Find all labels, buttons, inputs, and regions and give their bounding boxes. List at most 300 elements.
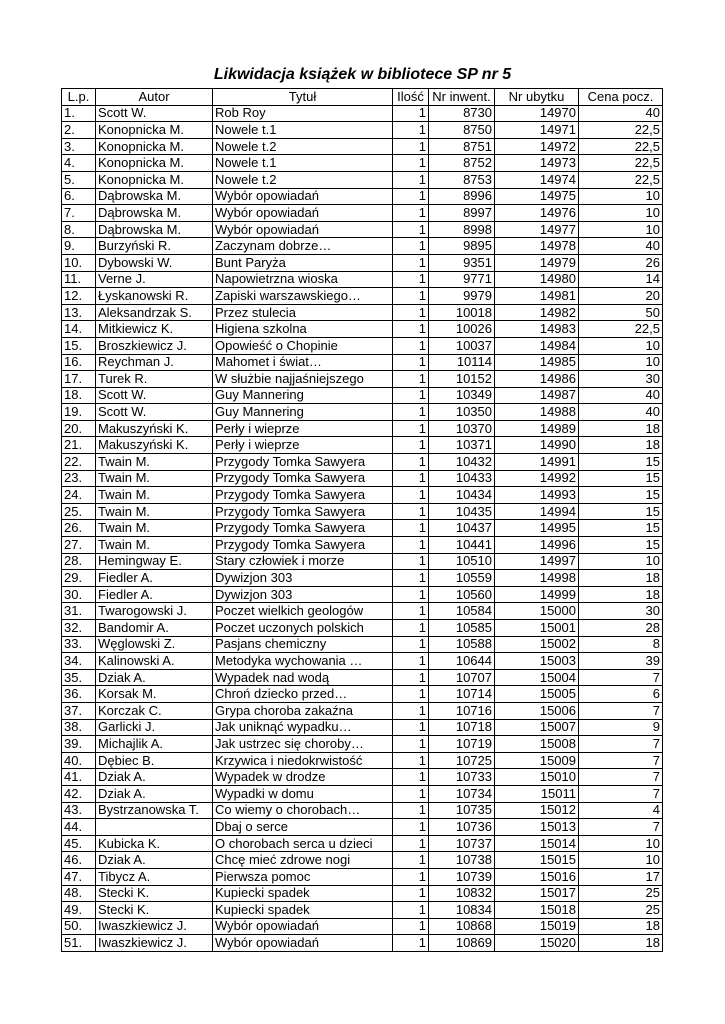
cell-lp: 28. — [62, 553, 96, 570]
cell-loss-no: 15012 — [495, 802, 579, 819]
table-row — [62, 918, 663, 935]
cell-inventory-no: 10735 — [429, 802, 495, 819]
cell-inventory-no: 9351 — [429, 254, 495, 271]
cell-price: 7 — [579, 752, 663, 769]
cell-author — [96, 819, 213, 836]
cell-lp: 15. — [62, 337, 96, 354]
table-row — [62, 537, 663, 554]
cell-qty: 1 — [393, 520, 429, 537]
cell-loss-no: 15009 — [495, 752, 579, 769]
cell-inventory-no: 10737 — [429, 835, 495, 852]
cell-qty: 1 — [393, 404, 429, 421]
cell-price: 18 — [579, 918, 663, 935]
cell-price: 18 — [579, 420, 663, 437]
cell-lp: 31. — [62, 603, 96, 620]
cell-qty: 1 — [393, 769, 429, 786]
cell-loss-no: 15020 — [495, 935, 579, 952]
cell-lp: 3. — [62, 138, 96, 155]
cell-inventory-no: 10733 — [429, 769, 495, 786]
cell-title: Nowele t.2 — [213, 138, 393, 155]
cell-title: Kupiecki spadek — [213, 885, 393, 902]
cell-title: Higiena szkolna — [213, 321, 393, 338]
cell-inventory-no: 10018 — [429, 304, 495, 321]
cell-loss-no: 14970 — [495, 105, 579, 122]
cell-loss-no: 15005 — [495, 686, 579, 703]
cell-author: Scott W. — [96, 404, 213, 421]
cell-inventory-no: 10716 — [429, 702, 495, 719]
cell-qty: 1 — [393, 437, 429, 454]
cell-author: Broszkiewicz J. — [96, 337, 213, 354]
cell-inventory-no: 10559 — [429, 570, 495, 587]
table-row — [62, 935, 663, 952]
table-row — [62, 669, 663, 686]
cell-author: Fiedler A. — [96, 586, 213, 603]
cell-price: 10 — [579, 188, 663, 205]
cell-qty: 1 — [393, 387, 429, 404]
cell-lp: 41. — [62, 769, 96, 786]
table-row — [62, 752, 663, 769]
cell-author: Mitkiewicz K. — [96, 321, 213, 338]
cell-author: Kubicka K. — [96, 835, 213, 852]
table-row — [62, 304, 663, 321]
cell-price: 15 — [579, 470, 663, 487]
cell-inventory-no: 10433 — [429, 470, 495, 487]
cell-price: 22,5 — [579, 321, 663, 338]
cell-lp: 37. — [62, 702, 96, 719]
cell-loss-no: 15004 — [495, 669, 579, 686]
cell-title: O chorobach serca u dzieci — [213, 835, 393, 852]
cell-price: 17 — [579, 868, 663, 885]
cell-price: 15 — [579, 503, 663, 520]
cell-lp: 24. — [62, 487, 96, 504]
cell-inventory-no: 10441 — [429, 537, 495, 554]
cell-title: Grypa choroba zakaźna — [213, 702, 393, 719]
cell-lp: 5. — [62, 171, 96, 188]
cell-price: 10 — [579, 221, 663, 238]
cell-qty: 1 — [393, 586, 429, 603]
cell-inventory-no: 9771 — [429, 271, 495, 288]
cell-qty: 1 — [393, 752, 429, 769]
cell-price: 4 — [579, 802, 663, 819]
cell-lp: 40. — [62, 752, 96, 769]
table-row — [62, 288, 663, 305]
table-row — [62, 404, 663, 421]
cell-qty: 1 — [393, 188, 429, 205]
cell-price: 18 — [579, 586, 663, 603]
cell-inventory-no: 10152 — [429, 371, 495, 388]
cell-title: Pasjans chemiczny — [213, 636, 393, 653]
cell-author: Bandomir A. — [96, 620, 213, 637]
table-row — [62, 188, 663, 205]
table-row — [62, 819, 663, 836]
cell-price: 40 — [579, 387, 663, 404]
table-row — [62, 420, 663, 437]
cell-title: Pierwsza pomoc — [213, 868, 393, 885]
cell-author: Iwaszkiewicz J. — [96, 935, 213, 952]
cell-title: Perły i wieprze — [213, 437, 393, 454]
cell-qty: 1 — [393, 304, 429, 321]
cell-loss-no: 15008 — [495, 736, 579, 753]
cell-title: Stary człowiek i morze — [213, 553, 393, 570]
table-row — [62, 785, 663, 802]
cell-qty: 1 — [393, 271, 429, 288]
cell-loss-no: 14981 — [495, 288, 579, 305]
cell-title: Przygody Tomka Sawyera — [213, 470, 393, 487]
cell-price: 40 — [579, 105, 663, 122]
cell-author: Scott W. — [96, 387, 213, 404]
cell-loss-no: 14980 — [495, 271, 579, 288]
table-row — [62, 553, 663, 570]
cell-price: 22,5 — [579, 171, 663, 188]
cell-title: Co wiemy o chorobach… — [213, 802, 393, 819]
cell-title: Guy Mannering — [213, 387, 393, 404]
cell-title: Nowele t.1 — [213, 155, 393, 172]
cell-lp: 43. — [62, 802, 96, 819]
cell-loss-no: 14999 — [495, 586, 579, 603]
cell-qty: 1 — [393, 785, 429, 802]
cell-author: Turek R. — [96, 371, 213, 388]
cell-title: Wybór opowiadań — [213, 221, 393, 238]
cell-title: Wypadek nad wodą — [213, 669, 393, 686]
cell-loss-no: 14971 — [495, 122, 579, 139]
cell-loss-no: 15013 — [495, 819, 579, 836]
cell-author: Twain M. — [96, 537, 213, 554]
cell-lp: 26. — [62, 520, 96, 537]
table-row — [62, 337, 663, 354]
cell-loss-no: 14982 — [495, 304, 579, 321]
cell-author: Fiedler A. — [96, 570, 213, 587]
cell-title: Chroń dziecko przed… — [213, 686, 393, 703]
cell-title: Wybór opowiadań — [213, 205, 393, 222]
cell-inventory-no: 10585 — [429, 620, 495, 637]
table-row — [62, 686, 663, 703]
cell-qty: 1 — [393, 537, 429, 554]
header-title: Tytuł — [213, 89, 393, 106]
cell-inventory-no: 8996 — [429, 188, 495, 205]
cell-loss-no: 14979 — [495, 254, 579, 271]
cell-inventory-no: 10114 — [429, 354, 495, 371]
cell-title: Kupiecki spadek — [213, 902, 393, 919]
cell-price: 30 — [579, 603, 663, 620]
table-row — [62, 387, 663, 404]
cell-inventory-no: 10644 — [429, 653, 495, 670]
cell-qty: 1 — [393, 254, 429, 271]
cell-qty: 1 — [393, 371, 429, 388]
cell-title: Przygody Tomka Sawyera — [213, 520, 393, 537]
cell-price: 10 — [579, 337, 663, 354]
cell-author: Dąbrowska M. — [96, 221, 213, 238]
cell-price: 22,5 — [579, 138, 663, 155]
cell-qty: 1 — [393, 653, 429, 670]
cell-lp: 51. — [62, 935, 96, 952]
cell-lp: 9. — [62, 238, 96, 255]
cell-loss-no: 14987 — [495, 387, 579, 404]
cell-lp: 14. — [62, 321, 96, 338]
cell-author: Garlicki J. — [96, 719, 213, 736]
cell-title: Chcę mieć zdrowe nogi — [213, 852, 393, 869]
cell-lp: 6. — [62, 188, 96, 205]
cell-loss-no: 14988 — [495, 404, 579, 421]
cell-title: Przygody Tomka Sawyera — [213, 537, 393, 554]
cell-price: 8 — [579, 636, 663, 653]
cell-price: 20 — [579, 288, 663, 305]
cell-author: Twain M. — [96, 520, 213, 537]
cell-loss-no: 14977 — [495, 221, 579, 238]
cell-price: 6 — [579, 686, 663, 703]
cell-qty: 1 — [393, 868, 429, 885]
cell-lp: 16. — [62, 354, 96, 371]
cell-author: Dąbrowska M. — [96, 205, 213, 222]
cell-price: 10 — [579, 553, 663, 570]
table-row — [62, 155, 663, 172]
cell-price: 40 — [579, 238, 663, 255]
cell-qty: 1 — [393, 702, 429, 719]
cell-author: Reychman J. — [96, 354, 213, 371]
cell-price: 30 — [579, 371, 663, 388]
cell-qty: 1 — [393, 719, 429, 736]
cell-qty: 1 — [393, 553, 429, 570]
cell-price: 14 — [579, 271, 663, 288]
cell-loss-no: 15016 — [495, 868, 579, 885]
cell-lp: 25. — [62, 503, 96, 520]
cell-inventory-no: 10434 — [429, 487, 495, 504]
cell-author: Dziak A. — [96, 669, 213, 686]
cell-loss-no: 15006 — [495, 702, 579, 719]
cell-title: Wybór opowiadań — [213, 918, 393, 935]
cell-price: 7 — [579, 702, 663, 719]
cell-price: 7 — [579, 669, 663, 686]
cell-author: Konopnicka M. — [96, 138, 213, 155]
cell-author: Dąbrowska M. — [96, 188, 213, 205]
table-row — [62, 802, 663, 819]
cell-author: Michajlik A. — [96, 736, 213, 753]
cell-loss-no: 15014 — [495, 835, 579, 852]
cell-loss-no: 15010 — [495, 769, 579, 786]
cell-author: Scott W. — [96, 105, 213, 122]
cell-qty: 1 — [393, 918, 429, 935]
cell-loss-no: 15019 — [495, 918, 579, 935]
cell-qty: 1 — [393, 221, 429, 238]
cell-qty: 1 — [393, 636, 429, 653]
cell-author: Hemingway E. — [96, 553, 213, 570]
cell-lp: 27. — [62, 537, 96, 554]
cell-inventory-no: 10736 — [429, 819, 495, 836]
table-row — [62, 470, 663, 487]
cell-title: Wybór opowiadań — [213, 188, 393, 205]
cell-lp: 50. — [62, 918, 96, 935]
cell-qty: 1 — [393, 686, 429, 703]
cell-loss-no: 14976 — [495, 205, 579, 222]
cell-author: Twain M. — [96, 454, 213, 471]
cell-lp: 34. — [62, 653, 96, 670]
table-row — [62, 702, 663, 719]
cell-inventory-no: 10719 — [429, 736, 495, 753]
cell-title: Poczet uczonych polskich — [213, 620, 393, 637]
cell-inventory-no: 10869 — [429, 935, 495, 952]
cell-title: Dywizjon 303 — [213, 586, 393, 603]
cell-lp: 22. — [62, 454, 96, 471]
cell-inventory-no: 10739 — [429, 868, 495, 885]
cell-qty: 1 — [393, 155, 429, 172]
cell-price: 15 — [579, 520, 663, 537]
cell-price: 15 — [579, 487, 663, 504]
cell-inventory-no: 10432 — [429, 454, 495, 471]
cell-loss-no: 14995 — [495, 520, 579, 537]
table-row — [62, 503, 663, 520]
table-row — [62, 520, 663, 537]
cell-lp: 33. — [62, 636, 96, 653]
cell-lp: 10. — [62, 254, 96, 271]
cell-inventory-no: 10026 — [429, 321, 495, 338]
table-row — [62, 736, 663, 753]
cell-loss-no: 15015 — [495, 852, 579, 869]
cell-inventory-no: 10437 — [429, 520, 495, 537]
cell-title: Napowietrzna wioska — [213, 271, 393, 288]
table-row — [62, 487, 663, 504]
cell-title: Wypadki w domu — [213, 785, 393, 802]
cell-author: Węglowski Z. — [96, 636, 213, 653]
cell-author: Makuszyński K. — [96, 420, 213, 437]
cell-title: Jak ustrzec się choroby… — [213, 736, 393, 753]
cell-lp: 17. — [62, 371, 96, 388]
cell-lp: 30. — [62, 586, 96, 603]
cell-lp: 4. — [62, 155, 96, 172]
cell-title: Dywizjon 303 — [213, 570, 393, 587]
cell-price: 25 — [579, 885, 663, 902]
cell-loss-no: 14978 — [495, 238, 579, 255]
cell-inventory-no: 10371 — [429, 437, 495, 454]
cell-qty: 1 — [393, 503, 429, 520]
cell-qty: 1 — [393, 885, 429, 902]
cell-inventory-no: 10584 — [429, 603, 495, 620]
cell-lp: 13. — [62, 304, 96, 321]
cell-author: Dziak A. — [96, 852, 213, 869]
table-row — [62, 570, 663, 587]
cell-author: Twain M. — [96, 470, 213, 487]
cell-inventory-no: 10738 — [429, 852, 495, 869]
cell-qty: 1 — [393, 620, 429, 637]
cell-lp: 35. — [62, 669, 96, 686]
cell-price: 10 — [579, 852, 663, 869]
cell-price: 22,5 — [579, 122, 663, 139]
table-row — [62, 122, 663, 139]
cell-title: Dbaj o serce — [213, 819, 393, 836]
cell-inventory-no: 10707 — [429, 669, 495, 686]
cell-inventory-no: 10868 — [429, 918, 495, 935]
cell-title: Wypadek w drodze — [213, 769, 393, 786]
cell-inventory-no: 10037 — [429, 337, 495, 354]
cell-price: 22,5 — [579, 155, 663, 172]
table-row — [62, 171, 663, 188]
cell-price: 7 — [579, 785, 663, 802]
cell-qty: 1 — [393, 420, 429, 437]
cell-lp: 44. — [62, 819, 96, 836]
cell-price: 10 — [579, 205, 663, 222]
table-row — [62, 719, 663, 736]
cell-author: Konopnicka M. — [96, 155, 213, 172]
cell-lp: 20. — [62, 420, 96, 437]
cell-lp: 1. — [62, 105, 96, 122]
cell-loss-no: 14983 — [495, 321, 579, 338]
cell-inventory-no: 10734 — [429, 785, 495, 802]
table-row — [62, 205, 663, 222]
cell-author: Iwaszkiewicz J. — [96, 918, 213, 935]
cell-inventory-no: 8997 — [429, 205, 495, 222]
cell-qty: 1 — [393, 819, 429, 836]
cell-loss-no: 14986 — [495, 371, 579, 388]
cell-inventory-no: 9979 — [429, 288, 495, 305]
cell-loss-no: 15018 — [495, 902, 579, 919]
cell-price: 18 — [579, 935, 663, 952]
table-row — [62, 769, 663, 786]
cell-lp: 7. — [62, 205, 96, 222]
cell-lp: 12. — [62, 288, 96, 305]
cell-lp: 49. — [62, 902, 96, 919]
cell-inventory-no: 10832 — [429, 885, 495, 902]
header-inventory-no: Nr inwent. — [429, 89, 495, 106]
cell-qty: 1 — [393, 321, 429, 338]
cell-loss-no: 14991 — [495, 454, 579, 471]
cell-qty: 1 — [393, 122, 429, 139]
cell-title: Poczet wielkich geologów — [213, 603, 393, 620]
cell-loss-no: 15002 — [495, 636, 579, 653]
table-row — [62, 321, 663, 338]
table-row — [62, 620, 663, 637]
cell-inventory-no: 8752 — [429, 155, 495, 172]
cell-price: 9 — [579, 719, 663, 736]
cell-lp: 21. — [62, 437, 96, 454]
cell-qty: 1 — [393, 852, 429, 869]
table-row — [62, 586, 663, 603]
cell-loss-no: 14972 — [495, 138, 579, 155]
table-row — [62, 852, 663, 869]
cell-title: Nowele t.1 — [213, 122, 393, 139]
cell-qty: 1 — [393, 736, 429, 753]
cell-title: Przygody Tomka Sawyera — [213, 487, 393, 504]
cell-lp: 18. — [62, 387, 96, 404]
cell-price: 40 — [579, 404, 663, 421]
table-row — [62, 868, 663, 885]
table-row — [62, 902, 663, 919]
header-price: Cena pocz. — [579, 89, 663, 106]
cell-price: 15 — [579, 454, 663, 471]
cell-author: Dębiec B. — [96, 752, 213, 769]
cell-loss-no: 15007 — [495, 719, 579, 736]
cell-title: W służbie najjaśniejszego — [213, 371, 393, 388]
cell-inventory-no: 10370 — [429, 420, 495, 437]
cell-lp: 23. — [62, 470, 96, 487]
cell-inventory-no: 8750 — [429, 122, 495, 139]
cell-title: Zapiski warszawskiego… — [213, 288, 393, 305]
table-row — [62, 254, 663, 271]
cell-title: Bunt Paryża — [213, 254, 393, 271]
cell-title: Jak uniknąć wypadku… — [213, 719, 393, 736]
cell-lp: 42. — [62, 785, 96, 802]
cell-title: Nowele t.2 — [213, 171, 393, 188]
cell-title: Rob Roy — [213, 105, 393, 122]
cell-author: Korsak M. — [96, 686, 213, 703]
table-row — [62, 371, 663, 388]
cell-author: Łyskanowski R. — [96, 288, 213, 305]
cell-price: 15 — [579, 537, 663, 554]
cell-price: 10 — [579, 354, 663, 371]
cell-author: Kalinowski A. — [96, 653, 213, 670]
cell-inventory-no: 10350 — [429, 404, 495, 421]
cell-author: Aleksandrzak S. — [96, 304, 213, 321]
cell-author: Stecki K. — [96, 885, 213, 902]
cell-lp: 47. — [62, 868, 96, 885]
cell-inventory-no: 10714 — [429, 686, 495, 703]
